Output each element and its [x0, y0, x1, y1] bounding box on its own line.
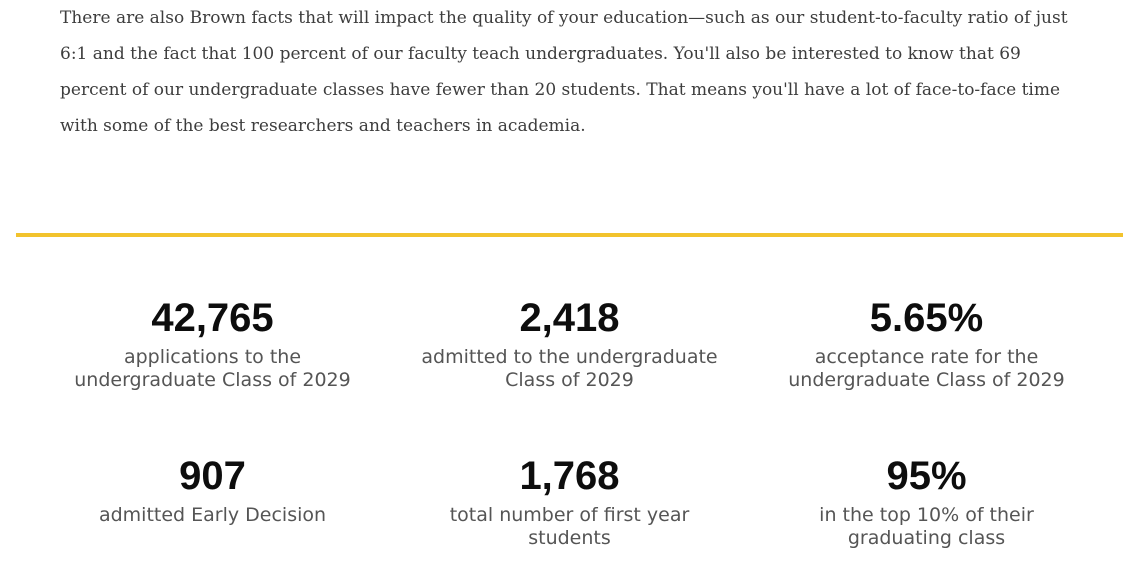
stat-top-ten-percent	[748, 448, 1105, 568]
intro-paragraph: There are also Brown facts that will impact the quality of your education—such as our student-to-faculty ratio of just 6:1 and the fact that 100 percent of our faculty teach undergraduates. You'll also be interested to know that 69 percent of our undergraduate classes have fewer than 20 students. That means you'll have a lot of face-to-face time with some of the best researchers and teachers in academia.	[60, 8, 1068, 136]
stat-label: admitted to the undergraduate Class of 2029	[421, 346, 718, 391]
stat-value: 95%	[886, 454, 967, 498]
stat-value: 1,768	[519, 454, 620, 498]
stat-label: acceptance rate for the undergraduate Class of 2029	[788, 346, 1065, 391]
stat-label: total number of first year students	[449, 504, 690, 549]
stat-label: in the top 10% of their graduating class	[819, 504, 1034, 549]
stat-acceptance-rate	[748, 290, 1105, 448]
stat-value: 5.65%	[869, 296, 984, 340]
section-divider	[16, 233, 1123, 237]
admission-stats-grid	[34, 290, 1105, 568]
stat-early-decision	[34, 448, 391, 568]
stat-applications	[34, 290, 391, 448]
stat-admitted	[391, 290, 748, 448]
stat-value: 42,765	[151, 296, 274, 340]
stat-label: applications to the undergraduate Class of 2029	[74, 346, 351, 391]
stat-label: admitted Early Decision	[98, 504, 327, 526]
stat-value: 907	[179, 454, 246, 498]
stat-first-year-students	[391, 448, 748, 568]
stat-value: 2,418	[519, 296, 620, 340]
